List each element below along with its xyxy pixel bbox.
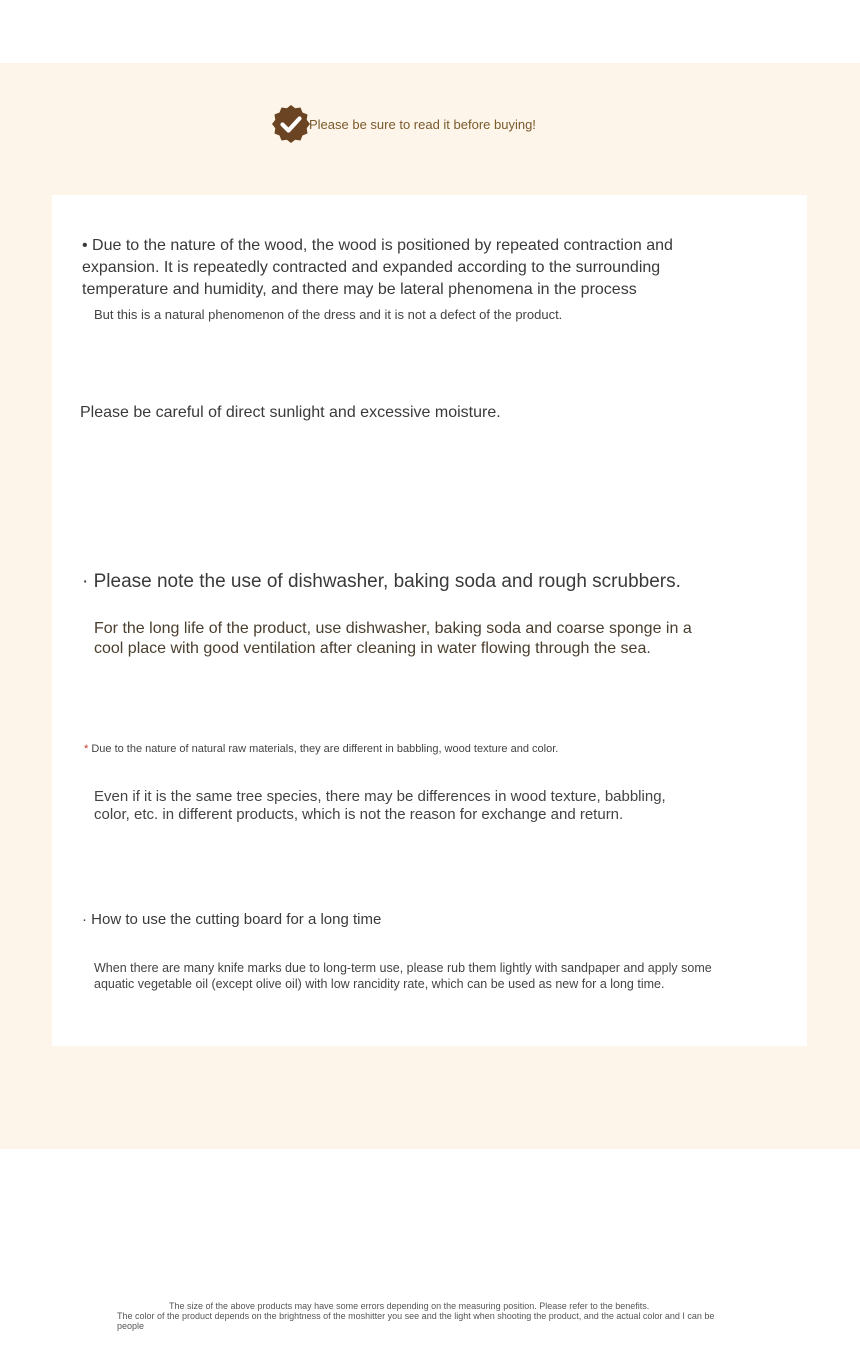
- asterisk-marker: *: [84, 743, 89, 755]
- dishwasher-note: For the long life of the product, use dishwasher, baking soda and coarse sponge in a cool place with good ventilation after cleaning in water flowing through the sea.: [94, 620, 692, 657]
- long-use-heading: · How to use the cutting board for a long time: [82, 911, 382, 928]
- footer-size-note: The size of the above products may have some errors depending on the measuring position. Please refer to the benefits.: [169, 1301, 650, 1311]
- materials-heading-text: Due to the nature of natural raw materials, they are different in babbling, wood texture and color.: [88, 743, 559, 755]
- materials-heading: [84, 743, 558, 755]
- notice-banner: [271, 104, 536, 144]
- wood-nature-text: • Due to the nature of the wood, the wood is positioned by repeated contraction and expansion. It is repeatedly contracted and expanded according to the surrounding temperature and humidity, and there may be lateral phenomena in the process: [82, 237, 673, 298]
- wood-nature-note: But this is a natural phenomenon of the dress and it is not a defect of the product.: [94, 307, 563, 322]
- sunlight-warning: Please be careful of direct sunlight and excessive moisture.: [80, 404, 501, 421]
- materials-note: Even if it is the same tree species, there may be differences in wood texture, babbling, color, etc. in different products, which is not the reason for exchange and return.: [94, 788, 666, 823]
- dishwasher-heading: · Please note the use of dishwasher, baking soda and rough scrubbers.: [82, 571, 681, 592]
- care-instructions-card: [52, 195, 807, 1046]
- footer-color-note: The color of the product depends on the brightness of the moshitter you see and the light when shooting the product, and the actual color and I can be people: [117, 1311, 715, 1331]
- verified-badge-icon: [271, 104, 311, 144]
- notice-text: Please be sure to read it before buying!: [309, 116, 536, 132]
- footer-disclaimer: [117, 1301, 742, 1331]
- long-use-note: When there are many knife marks due to long-term use, please rub them lightly with sandpaper and apply some aquatic vegetable oil (except olive oil) with low rancidity rate, which can be used as new for a long time.: [94, 961, 712, 991]
